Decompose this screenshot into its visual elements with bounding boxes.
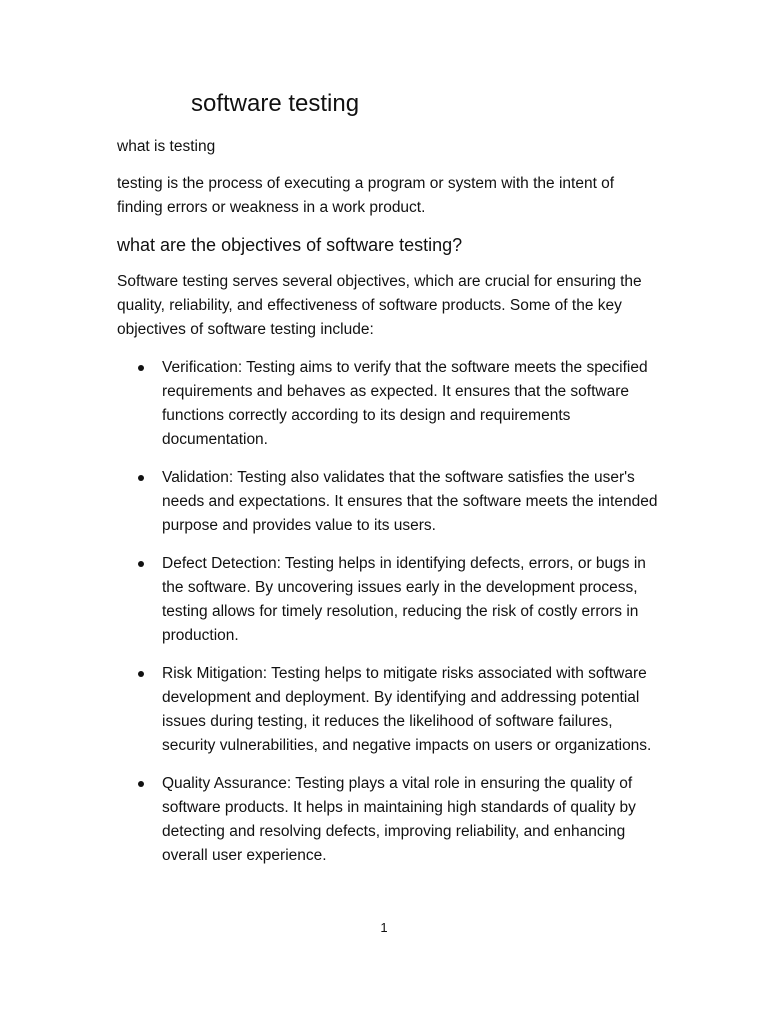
intro-paragraph: Software testing serves several objectives, which are crucial for ensuring the quality, reliability, and effectiveness of software products. Some of the key objectives of software testing include: xyxy=(117,273,642,338)
bullet-icon xyxy=(138,671,144,677)
list-item xyxy=(0,466,660,538)
list-item-text: Verification: Testing aims to verify that the software meets the specified requirements and behaves as expected. It ensures that the software functions correctly according to its design and requirements documentation. xyxy=(162,359,648,448)
list-item xyxy=(0,772,660,868)
objectives-list xyxy=(0,356,768,882)
bullet-icon xyxy=(138,561,144,567)
list-item-text: Quality Assurance: Testing plays a vital role in ensuring the quality of software products. It helps in maintaining high standards of quality by detecting and resolving defects, improving reliability, and enhancing overall user experience. xyxy=(162,775,636,864)
definition-paragraph: testing is the process of executing a program or system with the intent of finding errors or weakness in a work product. xyxy=(117,175,615,216)
page-number: 1 xyxy=(380,920,388,935)
list-item-text: Validation: Testing also validates that the software satisfies the user's needs and expectations. It ensures that the software meets the intended purpose and provides value to its users. xyxy=(162,469,658,534)
section-label: what is testing xyxy=(117,138,216,155)
list-item xyxy=(0,662,660,758)
list-item xyxy=(0,356,660,452)
list-item-text: Risk Mitigation: Testing helps to mitigate risks associated with software development and deployment. By identifying and addressing potential issues during testing, it reduces the likelihood of software failures, security vulnerabilities, and negative impacts on users or organizations. xyxy=(162,665,652,754)
list-item xyxy=(0,552,660,648)
list-item-text: Defect Detection: Testing helps in identifying defects, errors, or bugs in the software. By uncovering issues early in the development process, testing allows for timely resolution, reducing the risk of costly errors in production. xyxy=(162,555,646,644)
bullet-icon xyxy=(138,781,144,787)
bullet-icon xyxy=(138,365,144,371)
bullet-icon xyxy=(138,475,144,481)
document-title: software testing xyxy=(191,90,360,117)
objectives-heading: what are the objectives of software testing? xyxy=(117,235,463,255)
